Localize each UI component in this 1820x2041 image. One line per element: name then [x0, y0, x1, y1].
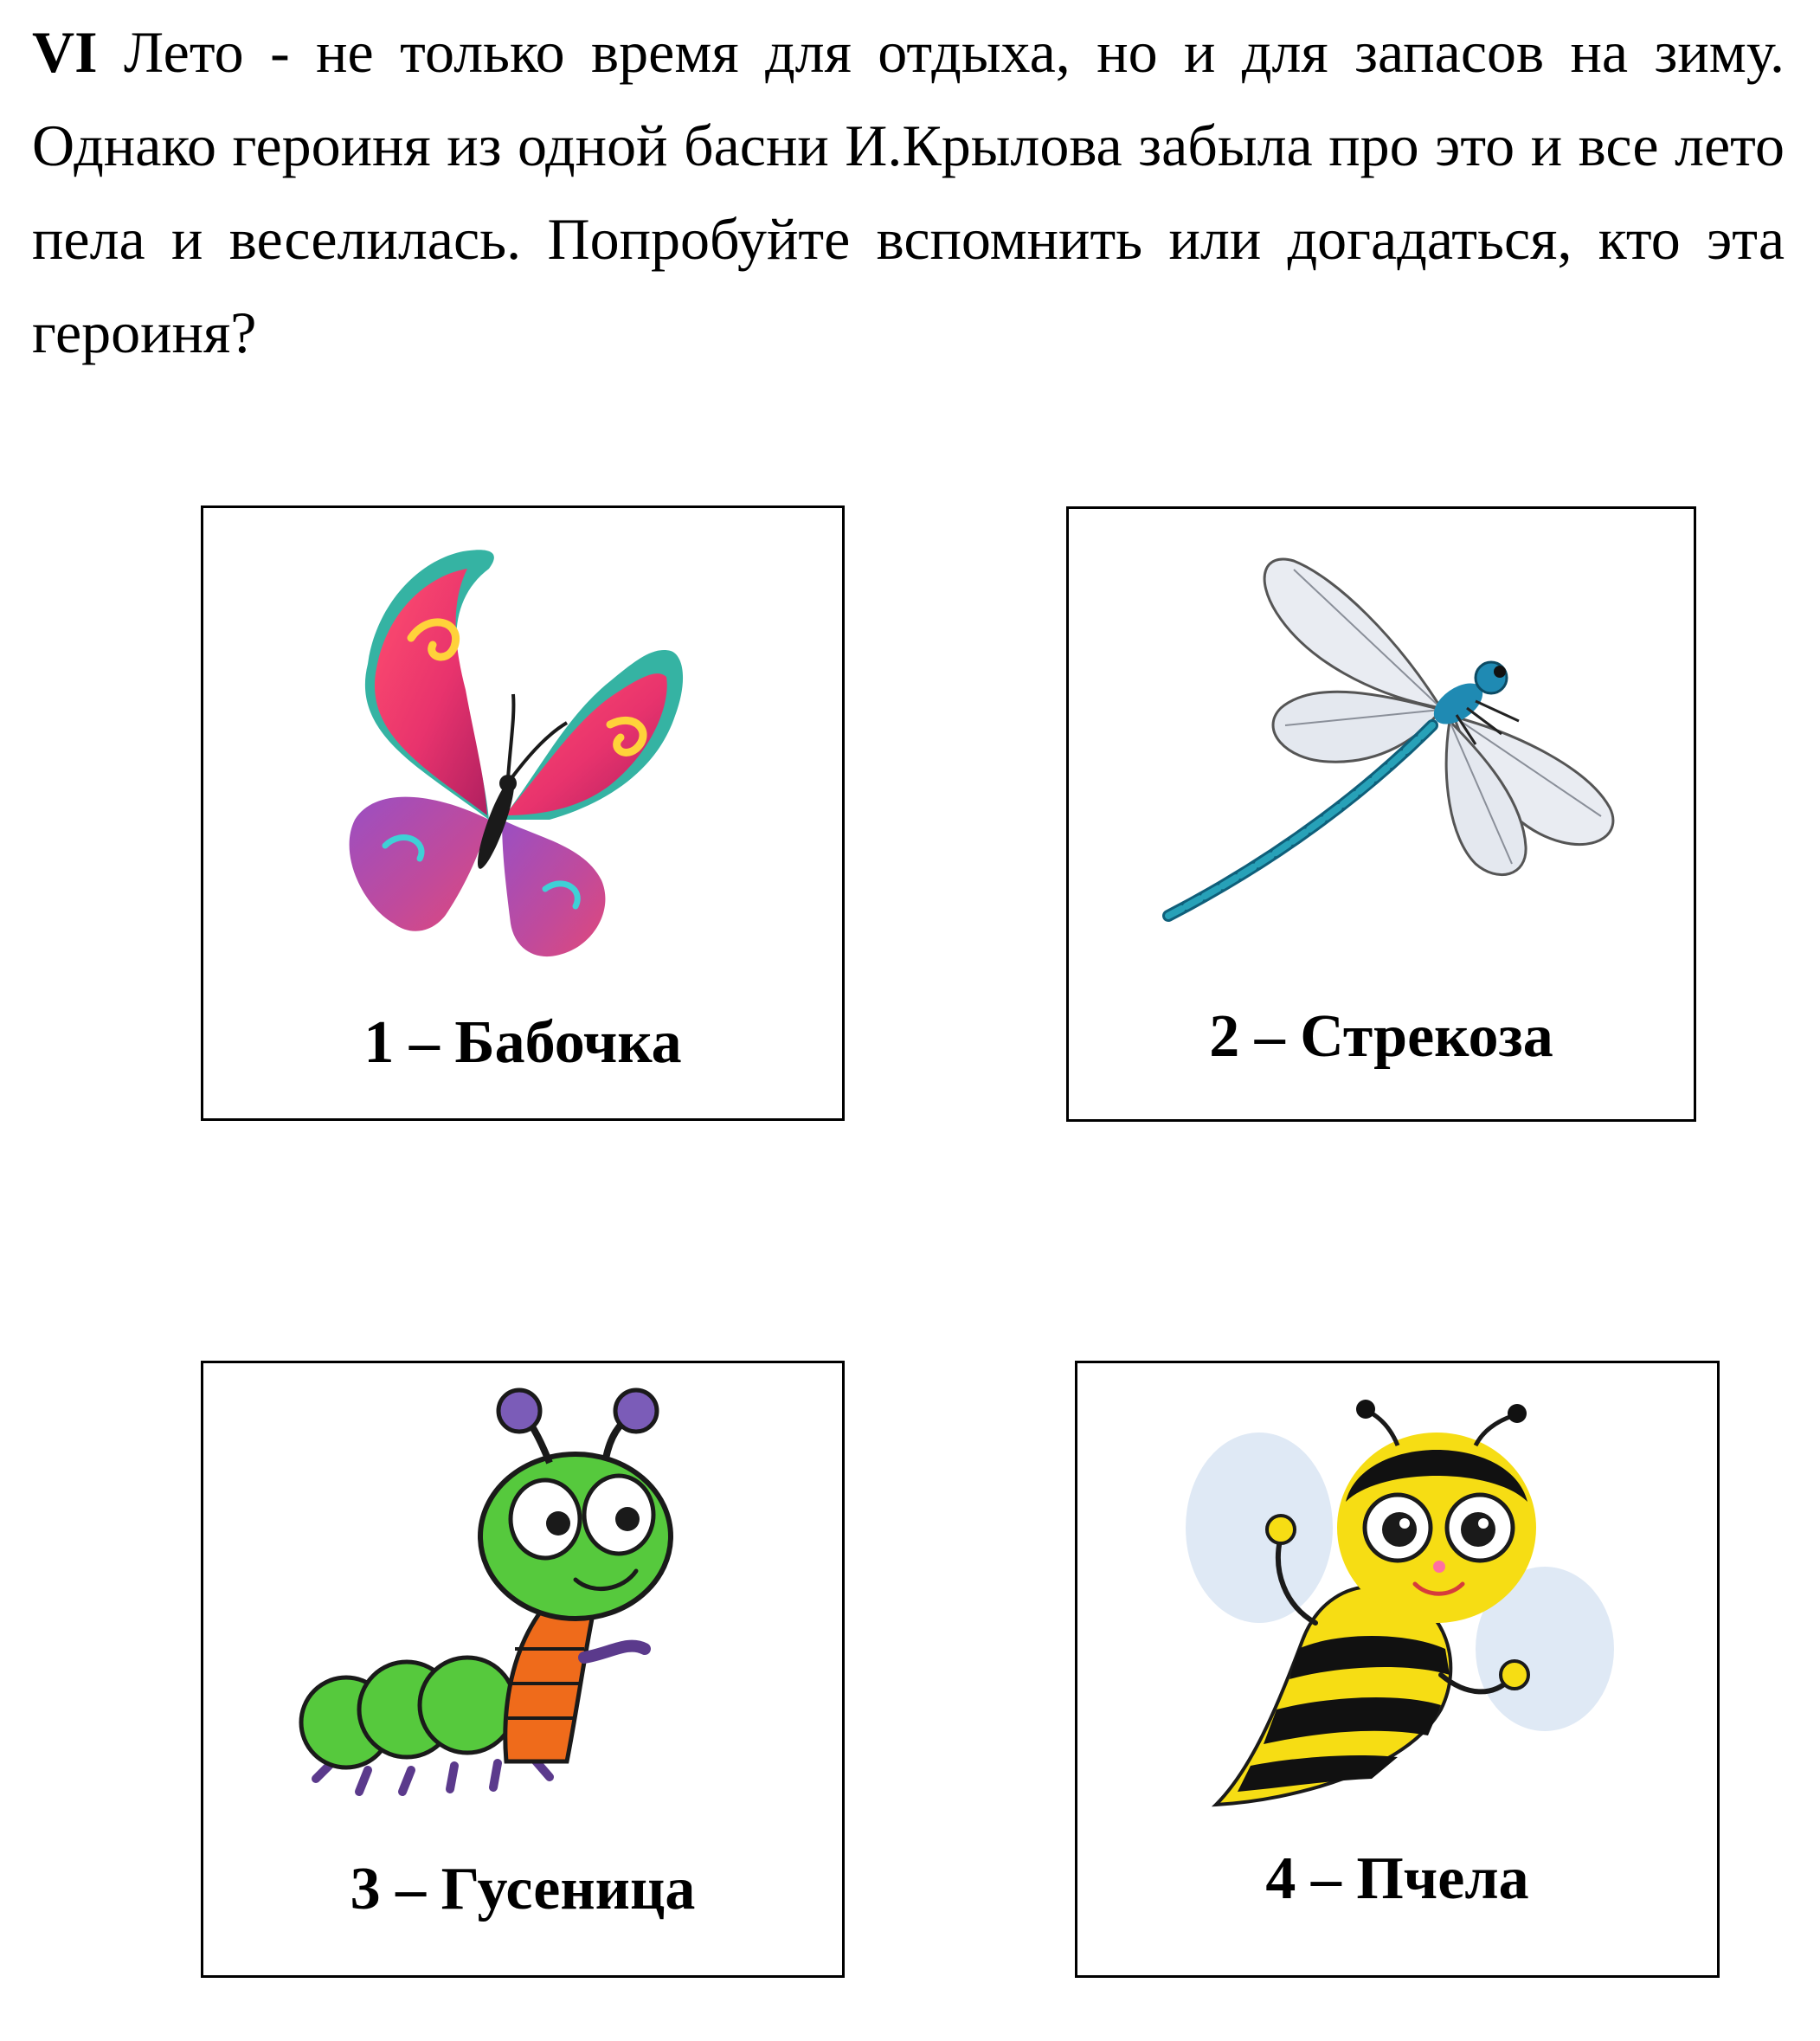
option-card-dragonfly[interactable]	[1066, 506, 1696, 1122]
bee-icon	[1077, 1363, 1717, 1831]
option-label: 4 – Пчела	[1265, 1845, 1529, 1912]
option-label: 2 – Стрекоза	[1209, 1003, 1553, 1070]
task-text: Лето - не только время для отдыха, но и для запасов на зиму. Однако героиня из одной басни И.Крылова забыла про это и все лето пела и веселилась. Попробуйте вспомнить или догадаться, кто эта героиня?	[32, 19, 1785, 365]
task-paragraph	[32, 5, 1785, 379]
butterfly-icon	[203, 508, 842, 993]
option-card-bee[interactable]	[1075, 1361, 1720, 1978]
option-card-caterpillar[interactable]	[201, 1361, 845, 1978]
option-label: 1 – Бабочка	[363, 1009, 682, 1076]
option-card-butterfly[interactable]	[201, 505, 845, 1121]
dragonfly-icon	[1069, 509, 1694, 994]
task-number: VI	[32, 19, 98, 85]
caterpillar-icon	[203, 1363, 842, 1848]
option-label: 3 – Гусеница	[350, 1856, 696, 1922]
